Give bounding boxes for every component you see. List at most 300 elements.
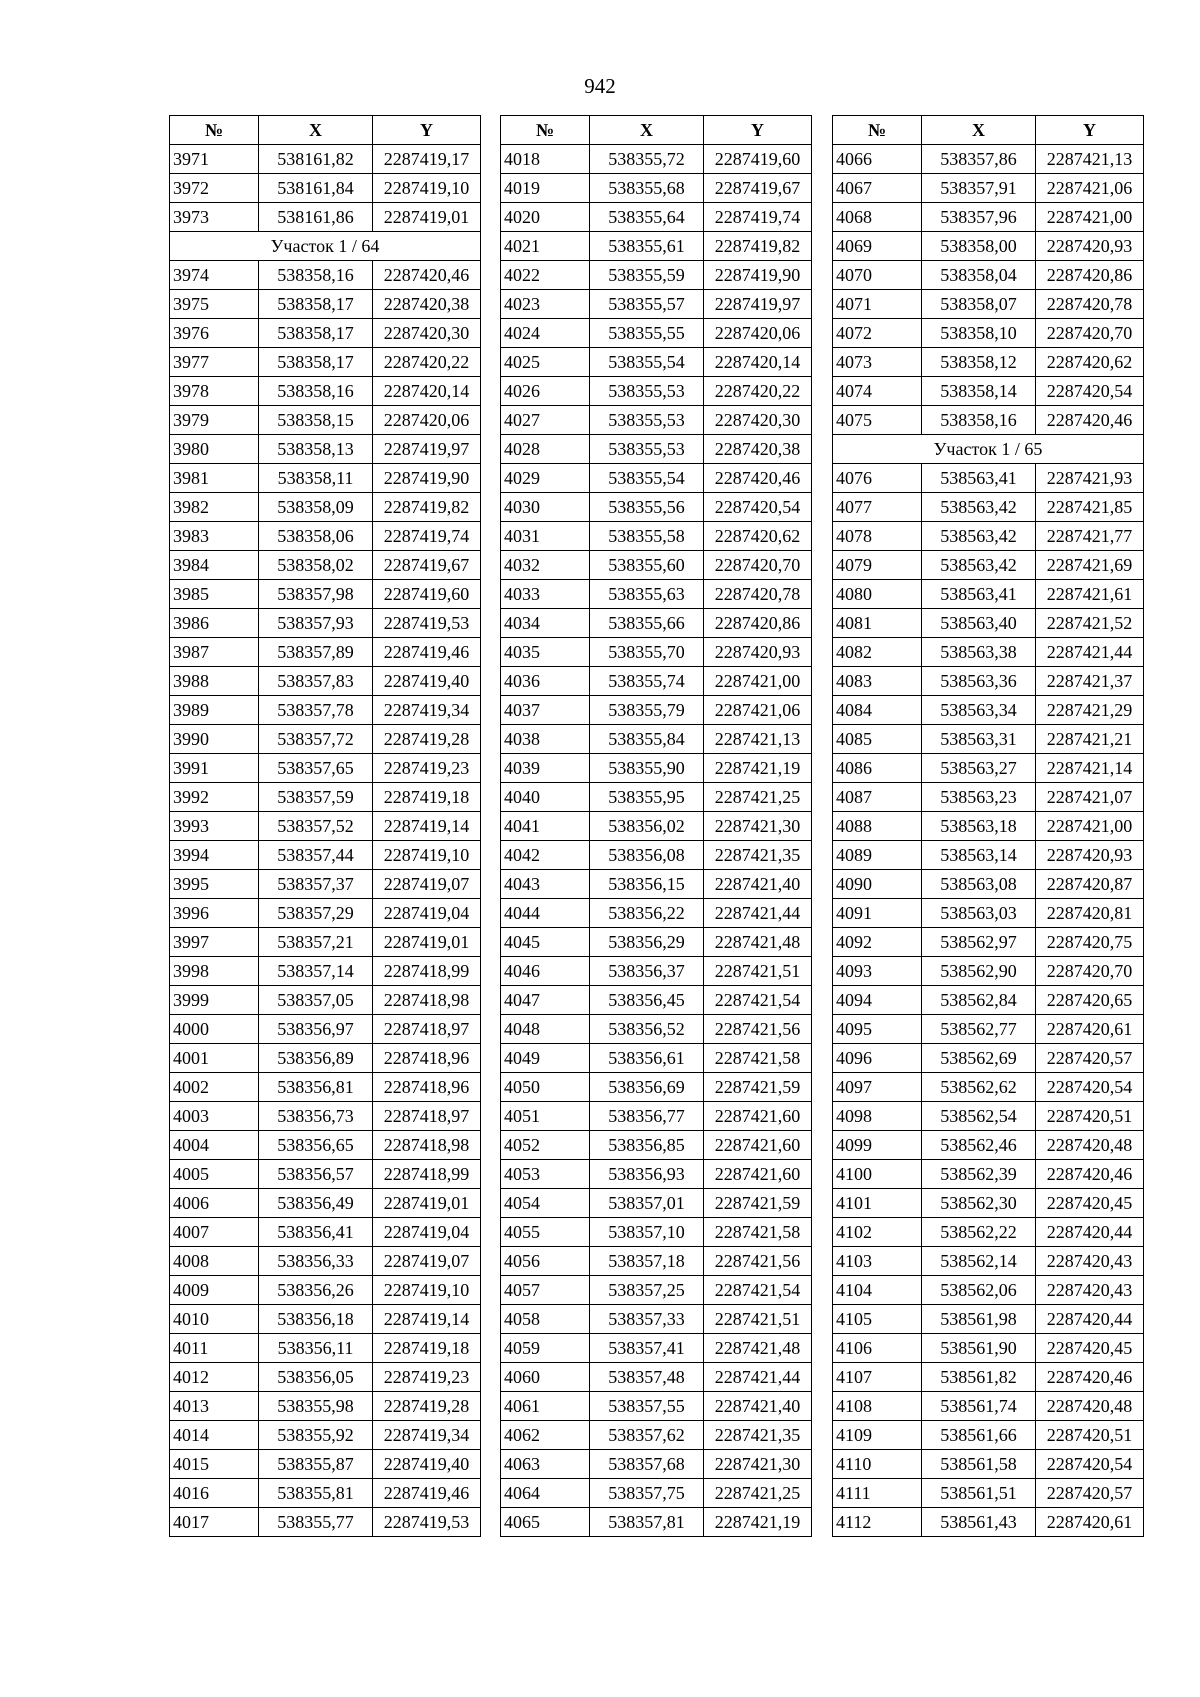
y-coordinate: 2287420,54 (1036, 1450, 1144, 1479)
x-coordinate: 538563,36 (922, 667, 1036, 696)
x-coordinate: 538357,78 (259, 696, 373, 725)
y-coordinate: 2287420,51 (1036, 1421, 1144, 1450)
x-coordinate: 538561,98 (922, 1305, 1036, 1334)
table-row (833, 1160, 1144, 1189)
table-row (833, 725, 1144, 754)
x-coordinate: 538355,64 (590, 203, 704, 232)
y-coordinate: 2287420,65 (1036, 986, 1144, 1015)
point-number: 4100 (833, 1160, 922, 1189)
y-coordinate: 2287419,74 (704, 203, 812, 232)
y-coordinate: 2287418,99 (373, 957, 481, 986)
x-coordinate: 538357,89 (259, 638, 373, 667)
x-coordinate: 538358,13 (259, 435, 373, 464)
table-row (170, 609, 481, 638)
x-coordinate: 538356,22 (590, 899, 704, 928)
point-number: 4064 (501, 1479, 590, 1508)
x-coordinate: 538563,31 (922, 725, 1036, 754)
table-row (170, 1421, 481, 1450)
x-coordinate: 538563,14 (922, 841, 1036, 870)
point-number: 4007 (170, 1218, 259, 1247)
point-number: 4079 (833, 551, 922, 580)
y-coordinate: 2287421,54 (704, 986, 812, 1015)
table-row (170, 1334, 481, 1363)
point-number: 4030 (501, 493, 590, 522)
y-coordinate: 2287418,96 (373, 1073, 481, 1102)
table-row (501, 1015, 812, 1044)
table-row (833, 1015, 1144, 1044)
table-row (833, 1392, 1144, 1421)
table-row (833, 464, 1144, 493)
header-x: X (922, 116, 1036, 145)
point-number: 4027 (501, 406, 590, 435)
point-number: 3985 (170, 580, 259, 609)
y-coordinate: 2287421,60 (704, 1160, 812, 1189)
point-number: 4095 (833, 1015, 922, 1044)
y-coordinate: 2287419,97 (373, 435, 481, 464)
table-row (170, 203, 481, 232)
point-number: 4105 (833, 1305, 922, 1334)
point-number: 4094 (833, 986, 922, 1015)
point-number: 4016 (170, 1479, 259, 1508)
table-row (170, 290, 481, 319)
point-number: 4005 (170, 1160, 259, 1189)
point-number: 4062 (501, 1421, 590, 1450)
table-row (501, 522, 812, 551)
table-row (170, 435, 481, 464)
y-coordinate: 2287420,44 (1036, 1218, 1144, 1247)
point-number: 4019 (501, 174, 590, 203)
table-row (501, 638, 812, 667)
table-row (170, 841, 481, 870)
table-row (833, 1508, 1144, 1537)
point-number: 4061 (501, 1392, 590, 1421)
x-coordinate: 538563,27 (922, 754, 1036, 783)
point-number: 4028 (501, 435, 590, 464)
table-row (833, 1479, 1144, 1508)
y-coordinate: 2287421,07 (1036, 783, 1144, 812)
point-number: 4088 (833, 812, 922, 841)
table-row (833, 754, 1144, 783)
point-number: 4056 (501, 1247, 590, 1276)
point-number: 4090 (833, 870, 922, 899)
table-row (833, 928, 1144, 957)
point-number: 4029 (501, 464, 590, 493)
table-row (501, 1276, 812, 1305)
table-row (833, 638, 1144, 667)
table-row (833, 812, 1144, 841)
table-row (501, 1160, 812, 1189)
y-coordinate: 2287421,54 (704, 1276, 812, 1305)
table-row (501, 1218, 812, 1247)
coordinates-table-2 (500, 115, 812, 1537)
x-coordinate: 538355,55 (590, 319, 704, 348)
y-coordinate: 2287420,22 (373, 348, 481, 377)
x-coordinate: 538357,18 (590, 1247, 704, 1276)
y-coordinate: 2287421,13 (1036, 145, 1144, 174)
point-number: 4065 (501, 1508, 590, 1537)
table-row (170, 870, 481, 899)
y-coordinate: 2287421,40 (704, 1392, 812, 1421)
x-coordinate: 538358,17 (259, 348, 373, 377)
x-coordinate: 538358,16 (259, 377, 373, 406)
point-number: 4099 (833, 1131, 922, 1160)
y-coordinate: 2287420,78 (704, 580, 812, 609)
table-row (833, 899, 1144, 928)
y-coordinate: 2287420,43 (1036, 1276, 1144, 1305)
header-y: Y (704, 116, 812, 145)
y-coordinate: 2287419,07 (373, 870, 481, 899)
point-number: 4093 (833, 957, 922, 986)
table-row (833, 1305, 1144, 1334)
x-coordinate: 538563,08 (922, 870, 1036, 899)
y-coordinate: 2287418,99 (373, 1160, 481, 1189)
point-number: 3998 (170, 957, 259, 986)
x-coordinate: 538356,65 (259, 1131, 373, 1160)
point-number: 3986 (170, 609, 259, 638)
y-coordinate: 2287419,40 (373, 1450, 481, 1479)
y-coordinate: 2287421,06 (1036, 174, 1144, 203)
y-coordinate: 2287420,06 (373, 406, 481, 435)
point-number: 4075 (833, 406, 922, 435)
y-coordinate: 2287421,51 (704, 1305, 812, 1334)
x-coordinate: 538355,66 (590, 609, 704, 638)
x-coordinate: 538563,42 (922, 493, 1036, 522)
x-coordinate: 538357,59 (259, 783, 373, 812)
x-coordinate: 538355,72 (590, 145, 704, 174)
table-row (170, 1131, 481, 1160)
point-number: 4039 (501, 754, 590, 783)
point-number: 4021 (501, 232, 590, 261)
table-row (833, 203, 1144, 232)
x-coordinate: 538563,23 (922, 783, 1036, 812)
table-row (833, 667, 1144, 696)
x-coordinate: 538355,53 (590, 377, 704, 406)
x-coordinate: 538562,62 (922, 1073, 1036, 1102)
x-coordinate: 538357,33 (590, 1305, 704, 1334)
y-coordinate: 2287421,59 (704, 1189, 812, 1218)
x-coordinate: 538357,75 (590, 1479, 704, 1508)
y-coordinate: 2287420,43 (1036, 1247, 1144, 1276)
y-coordinate: 2287420,54 (1036, 1073, 1144, 1102)
table-row (501, 377, 812, 406)
x-coordinate: 538357,55 (590, 1392, 704, 1421)
point-number: 4023 (501, 290, 590, 319)
table-row (833, 696, 1144, 725)
table-row (501, 1421, 812, 1450)
table-row (833, 1421, 1144, 1450)
y-coordinate: 2287418,98 (373, 1131, 481, 1160)
y-coordinate: 2287421,06 (704, 696, 812, 725)
table-row (833, 1189, 1144, 1218)
header-num: № (170, 116, 259, 145)
x-coordinate: 538356,85 (590, 1131, 704, 1160)
table-row (501, 493, 812, 522)
point-number: 4104 (833, 1276, 922, 1305)
table-row (170, 348, 481, 377)
table-row (170, 174, 481, 203)
table-row (501, 870, 812, 899)
point-number: 4004 (170, 1131, 259, 1160)
x-coordinate: 538356,69 (590, 1073, 704, 1102)
table-row (170, 261, 481, 290)
table-row (501, 1044, 812, 1073)
x-coordinate: 538358,14 (922, 377, 1036, 406)
point-number: 4052 (501, 1131, 590, 1160)
x-coordinate: 538356,02 (590, 812, 704, 841)
point-number: 4046 (501, 957, 590, 986)
section-title: Участок 1 / 65 (833, 435, 1144, 464)
table-row (833, 783, 1144, 812)
point-number: 4043 (501, 870, 590, 899)
y-coordinate: 2287420,45 (1036, 1334, 1144, 1363)
point-number: 4054 (501, 1189, 590, 1218)
table-row (170, 957, 481, 986)
table-row (833, 377, 1144, 406)
x-coordinate: 538357,14 (259, 957, 373, 986)
table-row (833, 522, 1144, 551)
table-row (501, 1189, 812, 1218)
x-coordinate: 538561,66 (922, 1421, 1036, 1450)
y-coordinate: 2287420,62 (704, 522, 812, 551)
x-coordinate: 538355,79 (590, 696, 704, 725)
y-coordinate: 2287420,06 (704, 319, 812, 348)
point-number: 3992 (170, 783, 259, 812)
table-row (501, 290, 812, 319)
y-coordinate: 2287420,45 (1036, 1189, 1144, 1218)
y-coordinate: 2287420,86 (704, 609, 812, 638)
point-number: 4033 (501, 580, 590, 609)
point-number: 4009 (170, 1276, 259, 1305)
y-coordinate: 2287419,34 (373, 1421, 481, 1450)
y-coordinate: 2287421,35 (704, 1421, 812, 1450)
y-coordinate: 2287421,58 (704, 1044, 812, 1073)
point-number: 4107 (833, 1363, 922, 1392)
y-coordinate: 2287419,34 (373, 696, 481, 725)
y-coordinate: 2287421,60 (704, 1102, 812, 1131)
point-number: 4044 (501, 899, 590, 928)
point-number: 4103 (833, 1247, 922, 1276)
point-number: 3980 (170, 435, 259, 464)
point-number: 4026 (501, 377, 590, 406)
table-row (833, 319, 1144, 348)
point-number: 4045 (501, 928, 590, 957)
x-coordinate: 538358,09 (259, 493, 373, 522)
y-coordinate: 2287420,54 (1036, 377, 1144, 406)
x-coordinate: 538357,72 (259, 725, 373, 754)
point-number: 3995 (170, 870, 259, 899)
point-number: 4024 (501, 319, 590, 348)
y-coordinate: 2287421,69 (1036, 551, 1144, 580)
x-coordinate: 538562,46 (922, 1131, 1036, 1160)
table-row (833, 870, 1144, 899)
y-coordinate: 2287421,77 (1036, 522, 1144, 551)
table-row (833, 1247, 1144, 1276)
x-coordinate: 538562,84 (922, 986, 1036, 1015)
x-coordinate: 538358,00 (922, 232, 1036, 261)
y-coordinate: 2287419,17 (373, 145, 481, 174)
point-number: 4069 (833, 232, 922, 261)
point-number: 4008 (170, 1247, 259, 1276)
table-row (501, 841, 812, 870)
x-coordinate: 538357,21 (259, 928, 373, 957)
point-number: 4050 (501, 1073, 590, 1102)
table-row (501, 406, 812, 435)
table-row (170, 899, 481, 928)
y-coordinate: 2287419,01 (373, 1189, 481, 1218)
point-number: 4101 (833, 1189, 922, 1218)
point-number: 4082 (833, 638, 922, 667)
table-row (170, 1276, 481, 1305)
header-x: X (259, 116, 373, 145)
point-number: 4077 (833, 493, 922, 522)
table-row (833, 1073, 1144, 1102)
x-coordinate: 538357,48 (590, 1363, 704, 1392)
x-coordinate: 538356,97 (259, 1015, 373, 1044)
x-coordinate: 538355,58 (590, 522, 704, 551)
y-coordinate: 2287420,93 (1036, 841, 1144, 870)
point-number: 4032 (501, 551, 590, 580)
table-row (501, 174, 812, 203)
y-coordinate: 2287421,37 (1036, 667, 1144, 696)
point-number: 4013 (170, 1392, 259, 1421)
table-row (501, 667, 812, 696)
y-coordinate: 2287421,52 (1036, 609, 1144, 638)
point-number: 4106 (833, 1334, 922, 1363)
x-coordinate: 538561,51 (922, 1479, 1036, 1508)
x-coordinate: 538563,40 (922, 609, 1036, 638)
x-coordinate: 538562,22 (922, 1218, 1036, 1247)
x-coordinate: 538358,16 (922, 406, 1036, 435)
table-row (501, 957, 812, 986)
y-coordinate: 2287420,14 (373, 377, 481, 406)
table-row (170, 1189, 481, 1218)
x-coordinate: 538562,97 (922, 928, 1036, 957)
x-coordinate: 538355,70 (590, 638, 704, 667)
y-coordinate: 2287419,40 (373, 667, 481, 696)
table-row (833, 290, 1144, 319)
x-coordinate: 538562,39 (922, 1160, 1036, 1189)
page-number: 942 (584, 74, 616, 98)
x-coordinate: 538358,10 (922, 319, 1036, 348)
point-number: 4049 (501, 1044, 590, 1073)
y-coordinate: 2287419,28 (373, 1392, 481, 1421)
x-coordinate: 538356,57 (259, 1160, 373, 1189)
table-row (501, 899, 812, 928)
y-coordinate: 2287420,57 (1036, 1044, 1144, 1073)
table-row (170, 464, 481, 493)
table-row (170, 783, 481, 812)
x-coordinate: 538563,41 (922, 580, 1036, 609)
y-coordinate: 2287419,60 (704, 145, 812, 174)
point-number: 4087 (833, 783, 922, 812)
table-row (170, 145, 481, 174)
x-coordinate: 538563,18 (922, 812, 1036, 841)
table-row (170, 1508, 481, 1537)
x-coordinate: 538358,02 (259, 551, 373, 580)
x-coordinate: 538355,53 (590, 406, 704, 435)
x-coordinate: 538358,06 (259, 522, 373, 551)
point-number: 4096 (833, 1044, 922, 1073)
y-coordinate: 2287421,13 (704, 725, 812, 754)
point-number: 4057 (501, 1276, 590, 1305)
x-coordinate: 538358,07 (922, 290, 1036, 319)
y-coordinate: 2287420,14 (704, 348, 812, 377)
point-number: 3979 (170, 406, 259, 435)
point-number: 4073 (833, 348, 922, 377)
point-number: 4047 (501, 986, 590, 1015)
y-coordinate: 2287420,87 (1036, 870, 1144, 899)
y-coordinate: 2287418,98 (373, 986, 481, 1015)
x-coordinate: 538358,17 (259, 290, 373, 319)
x-coordinate: 538357,05 (259, 986, 373, 1015)
point-number: 4089 (833, 841, 922, 870)
x-coordinate: 538161,86 (259, 203, 373, 232)
point-number: 4068 (833, 203, 922, 232)
y-coordinate: 2287419,14 (373, 1305, 481, 1334)
table-row (501, 754, 812, 783)
point-number: 4085 (833, 725, 922, 754)
table-header-row (833, 116, 1144, 145)
table-row (501, 812, 812, 841)
table-row (501, 696, 812, 725)
y-coordinate: 2287421,00 (704, 667, 812, 696)
table-row (833, 580, 1144, 609)
table-row (501, 1305, 812, 1334)
x-coordinate: 538161,84 (259, 174, 373, 203)
table-row (170, 1102, 481, 1131)
point-number: 4110 (833, 1450, 922, 1479)
x-coordinate: 538355,84 (590, 725, 704, 754)
x-coordinate: 538357,91 (922, 174, 1036, 203)
point-number: 3987 (170, 638, 259, 667)
y-coordinate: 2287421,19 (704, 1508, 812, 1537)
table-row (501, 203, 812, 232)
point-number: 3984 (170, 551, 259, 580)
point-number: 3990 (170, 725, 259, 754)
x-coordinate: 538356,15 (590, 870, 704, 899)
table-row (170, 580, 481, 609)
y-coordinate: 2287420,48 (1036, 1131, 1144, 1160)
y-coordinate: 2287421,19 (704, 754, 812, 783)
y-coordinate: 2287419,90 (704, 261, 812, 290)
table-row (501, 1131, 812, 1160)
x-coordinate: 538356,18 (259, 1305, 373, 1334)
point-number: 4038 (501, 725, 590, 754)
x-coordinate: 538355,54 (590, 464, 704, 493)
y-coordinate: 2287420,70 (1036, 957, 1144, 986)
point-number: 4111 (833, 1479, 922, 1508)
y-coordinate: 2287421,00 (1036, 203, 1144, 232)
header-num: № (833, 116, 922, 145)
y-coordinate: 2287420,86 (1036, 261, 1144, 290)
x-coordinate: 538356,26 (259, 1276, 373, 1305)
table-row (170, 1479, 481, 1508)
table-row (170, 493, 481, 522)
y-coordinate: 2287419,07 (373, 1247, 481, 1276)
table-row (501, 1247, 812, 1276)
table-row (833, 1450, 1144, 1479)
coordinates-table-1 (169, 115, 481, 1537)
y-coordinate: 2287418,96 (373, 1044, 481, 1073)
y-coordinate: 2287420,61 (1036, 1508, 1144, 1537)
y-coordinate: 2287421,30 (704, 812, 812, 841)
y-coordinate: 2287420,30 (373, 319, 481, 348)
point-number: 4048 (501, 1015, 590, 1044)
table-row (501, 232, 812, 261)
table-row (833, 551, 1144, 580)
y-coordinate: 2287419,10 (373, 1276, 481, 1305)
y-coordinate: 2287420,46 (704, 464, 812, 493)
